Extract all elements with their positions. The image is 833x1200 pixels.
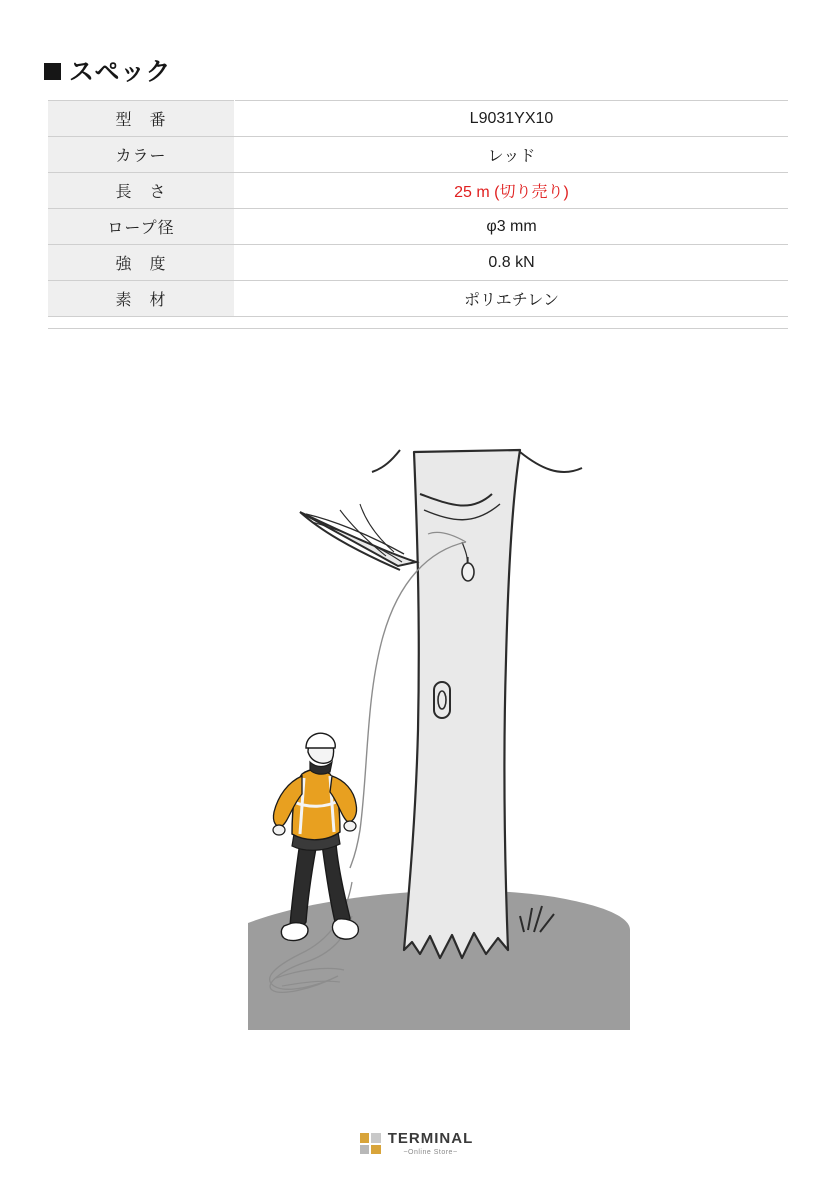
spec-label: 型 番 (48, 101, 235, 137)
spec-table (48, 100, 788, 317)
table-row (48, 137, 788, 173)
spec-label: 長 さ (48, 173, 235, 209)
spec-label: 強 度 (48, 245, 235, 281)
terminal-logo (360, 1131, 474, 1156)
spec-value: 0.8 kN (235, 245, 789, 281)
spec-label: カラー (48, 137, 235, 173)
spec-value: φ3 mm (235, 209, 789, 245)
logo-squares-icon (360, 1133, 381, 1154)
footer (0, 1131, 833, 1156)
table-row (48, 245, 788, 281)
spec-value: L9031YX10 (235, 101, 789, 137)
spec-value-length: 25 m (切り売り) (235, 173, 789, 209)
logo-text (388, 1131, 474, 1156)
table-row (48, 281, 788, 317)
spec-label: ロープ径 (48, 209, 235, 245)
table-row (48, 101, 788, 137)
table-row (48, 209, 788, 245)
table-bottom-rule (48, 328, 788, 329)
page-title-text: スペック (69, 58, 172, 86)
spec-label: 素 材 (48, 281, 235, 317)
black-square-icon (44, 63, 61, 80)
tree-climbing-throwline-illustration (0, 430, 833, 1070)
logo-subtitle: ~Online Store~ (403, 1149, 458, 1156)
logo-title: TERMINAL (387, 1130, 474, 1147)
page-title (44, 52, 171, 88)
table-row (48, 173, 788, 209)
spec-value: ポリエチレン (235, 281, 789, 317)
spec-value: レッド (235, 137, 789, 173)
